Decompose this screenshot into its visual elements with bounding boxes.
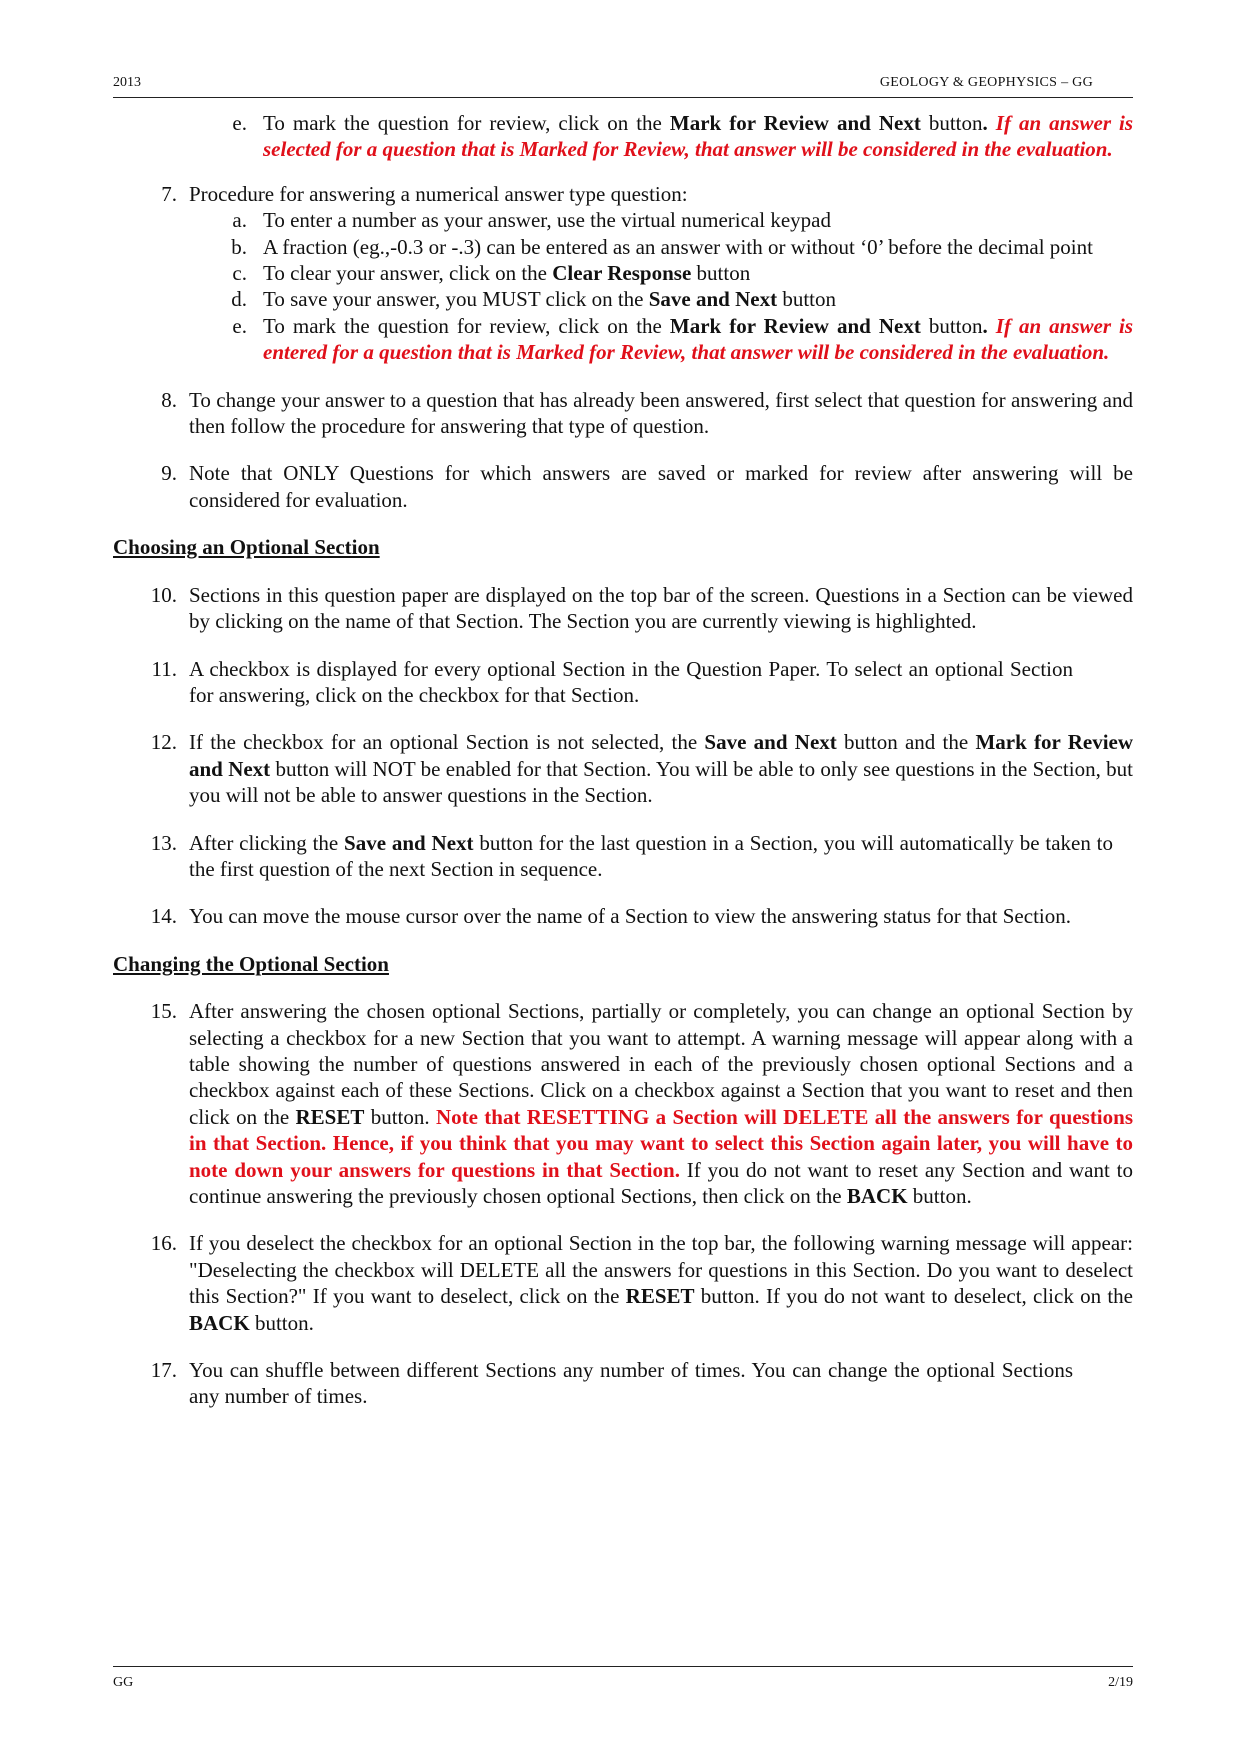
bold-text: Save and Next — [344, 830, 474, 855]
page-footer — [113, 1666, 1133, 1690]
item-text: button — [777, 287, 836, 312]
instructions-content — [113, 110, 1133, 1410]
bold-text: Save and Next — [704, 730, 837, 755]
bold-text: Clear Response — [552, 261, 692, 286]
item-7e — [232, 313, 1134, 366]
item-9 — [161, 460, 1133, 513]
item-11 — [151, 656, 1073, 709]
warning-text: If an answer is entered for a question that is Marked for Review, that answer will be considered in the evaluation. — [263, 313, 1134, 365]
item-6e — [232, 110, 1134, 163]
item-text: Procedure for answering a numerical answer type question: — [189, 181, 688, 206]
item-text: button — [691, 261, 751, 286]
item-text: A checkbox is displayed for every optional Section in the Question Paper. To select an optional Section for answering, click on the checkbox for that Section. — [189, 656, 1073, 707]
item-number: 7. — [161, 181, 177, 206]
bold-text: Mark for Review and Next — [189, 730, 1134, 781]
bold-text: RESET — [295, 1104, 365, 1129]
item-text: To enter a number as your answer, use the virtual numerical keypad — [263, 208, 831, 233]
item-7a — [232, 207, 1133, 233]
item-number: 15. — [150, 999, 177, 1024]
item-number: 8. — [161, 387, 177, 412]
warning-text: Note that RESETTING a Section will DELETE all the answers for questions in that Section. Hence, if you think that you may want to select this Section again later, you will have to note down your answers for questions in that Section. — [189, 1104, 1133, 1182]
section-heading-choosing: Choosing an Optional Section — [113, 535, 380, 560]
item-number: 12. — [150, 730, 177, 755]
bold-text: . — [982, 111, 988, 135]
item-text: button. — [249, 1310, 314, 1335]
bold-text: Mark for Review and Next — [669, 313, 921, 338]
item-12 — [150, 729, 1134, 808]
warning-text: If an answer is selected for a question that is Marked for Review, that answer will be considered in the evaluation. — [263, 111, 1134, 162]
header-year: 2013 — [113, 75, 141, 90]
item-7b — [231, 234, 1133, 260]
item-text: If you do not want to reset any Section and want to continue answering the previously chosen optional Sections, then click on the — [189, 1157, 1133, 1208]
item-text: button will NOT be enabled for that Section. You will be able to only see questions in the Section, but you will not be able to answer questions in the Section. — [189, 756, 1133, 808]
item-text: To save your answer, you MUST click on the — [263, 287, 649, 312]
item-text: Note that ONLY Questions for which answers are saved or marked for review after answering will be considered for evaluation. — [189, 461, 1133, 512]
item-text: To mark the question for review, click on the — [263, 111, 670, 135]
bold-text: BACK — [189, 1310, 250, 1335]
item-label: c. — [232, 261, 247, 286]
page-header — [113, 75, 1133, 98]
header-subject: GEOLOGY & GEOPHYSICS – GG — [879, 75, 1093, 90]
item-text: After clicking the — [189, 830, 345, 855]
item-text: button. — [364, 1104, 436, 1129]
item-7d — [231, 286, 1133, 312]
item-14 — [150, 903, 1093, 929]
item-label: d. — [231, 287, 247, 312]
item-text: To clear your answer, click on the — [263, 261, 553, 286]
item-text: You can move the mouse cursor over the name of a Section to view the answering status for that Section. — [189, 904, 1071, 929]
item-8 — [161, 387, 1133, 440]
item-text: button for the last question in a Section, you will automatically be taken to the first question of the next Section in sequence. — [189, 830, 1113, 881]
item-text: After answering the chosen optional Sections, partially or completely, you can change an optional Section by selecting a checkbox for a new Section that you want to attempt. A warning message will appear along with a table showing the number of questions answered in each of the previously chosen optional Sections and a checkbox against each of these Sections. Click on a checkbox against a Section that you want to reset and then click on the — [189, 999, 1133, 1129]
bold-text: Mark for Review and Next — [669, 111, 921, 135]
item-17 — [150, 1357, 1073, 1410]
item-text: Sections in this question paper are displayed on the top bar of the screen. Questions in a Section can be viewed by clicking on the name of that Section. The Section you are currently viewing is highlighted. — [189, 582, 1133, 634]
item-number: 9. — [161, 461, 177, 486]
item-text: You can shuffle between different Sections any number of times. You can change the optional Sections any number of times. — [189, 1358, 1073, 1409]
section-heading-changing: Changing the Optional Section — [113, 951, 389, 976]
item-label: e. — [232, 111, 247, 135]
item-text: button and the — [836, 730, 976, 755]
item-text: button — [920, 313, 983, 338]
item-16 — [150, 1230, 1133, 1336]
item-text: If the checkbox for an optional Section is not selected, the — [189, 730, 705, 755]
item-13 — [150, 830, 1113, 883]
item-label: a. — [232, 208, 247, 233]
item-text: button — [920, 111, 983, 135]
item-number: 11. — [151, 656, 177, 681]
item-label: b. — [231, 234, 247, 259]
item-number: 16. — [150, 1231, 177, 1256]
item-text: button. If you do not want to deselect, click on the — [694, 1284, 1133, 1309]
item-7c — [232, 260, 1133, 286]
item-number: 17. — [150, 1358, 177, 1383]
item-number: 13. — [150, 830, 177, 855]
item-15 — [150, 998, 1133, 1209]
bold-text: . — [982, 313, 988, 338]
footer-paper-code: GG — [113, 1675, 134, 1690]
footer-page-number: 2/19 — [1108, 1675, 1133, 1690]
item-text: A fraction (eg.,-0.3 or -.3) can be entered as an answer with or without ‘0’ before the decimal point — [263, 234, 1093, 259]
bold-text: RESET — [625, 1284, 695, 1309]
item-text: To change your answer to a question that has already been answered, first select that question for answering and then follow the procedure for answering that type of question. — [189, 387, 1133, 439]
item-text: button. — [907, 1184, 972, 1208]
bold-text: Save and Next — [648, 287, 778, 312]
item-7 — [161, 181, 1133, 207]
item-number: 14. — [150, 904, 177, 929]
item-label: e. — [232, 313, 247, 338]
item-text: If you deselect the checkbox for an optional Section in the top bar, the following warning message will appear: "Deselecting the checkbox will DELETE all the answers for questions in this Section. Do you want to deselect this Section?" If you want to deselect, click on the — [189, 1231, 1133, 1309]
item-10 — [150, 582, 1133, 635]
bold-text: BACK — [846, 1184, 908, 1208]
item-number: 10. — [150, 582, 177, 607]
item-text: To mark the question for review, click on the — [263, 313, 670, 338]
